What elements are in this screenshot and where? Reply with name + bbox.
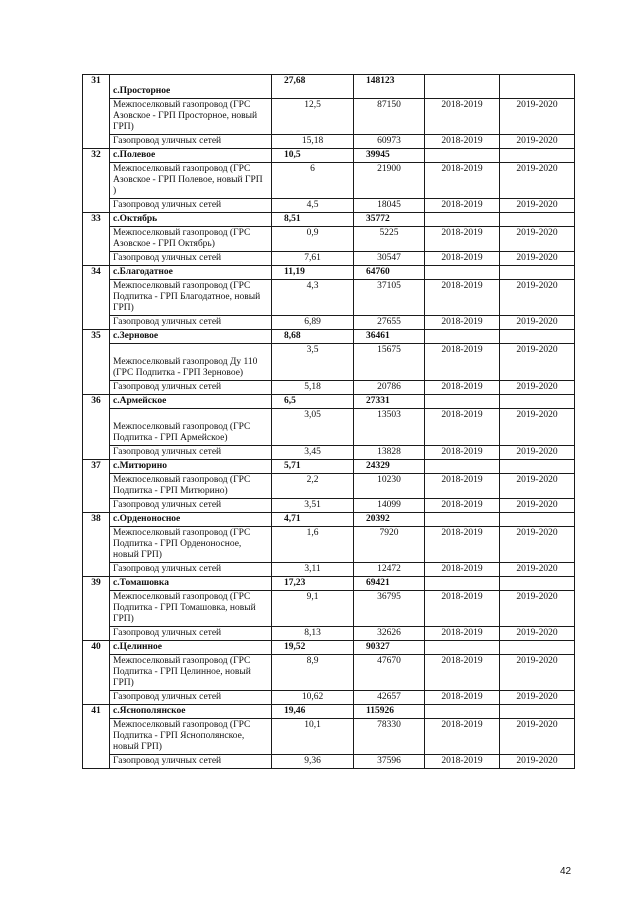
pipeline-name: Газопровод уличных сетей [110,446,272,460]
settlement-row [83,705,575,719]
pipeline-cost: 7920 [354,527,425,563]
pipeline-name: Межпоселковый газопровод (ГРС Подпитка - ГРП Яснополянское, новый ГРП) [110,719,272,755]
empty-cell [500,395,575,409]
empty-cell [500,460,575,474]
pipeline-name: Межпоселковый газопровод (ГРС Азовское - ГРП Просторное, новый ГРП) [110,99,272,135]
settlement-length: 27,68 [272,75,354,99]
pipeline-name: Газопровод уличных сетей [110,199,272,213]
pipeline-name: Газопровод уличных сетей [110,755,272,769]
pipeline-length: 3,51 [272,499,354,513]
settlement-cost: 115926 [354,705,425,719]
settlement-length: 19,52 [272,641,354,655]
page-number: 42 [560,866,572,877]
row-number: 34 [83,266,110,330]
pipeline-name: Газопровод уличных сетей [110,627,272,641]
pipeline-cost: 12472 [354,563,425,577]
period-design: 2018-2019 [425,280,500,316]
period-construction: 2019-2020 [500,316,575,330]
empty-cell [500,266,575,280]
settlement-row [83,395,575,409]
settlement-name: с.Томашовка [110,577,272,591]
period-design: 2018-2019 [425,227,500,252]
pipeline-cost: 30547 [354,252,425,266]
pipeline-cost: 18045 [354,199,425,213]
period-construction: 2019-2020 [500,252,575,266]
settlement-length: 11,19 [272,266,354,280]
settlement-length: 5,71 [272,460,354,474]
settlement-name: с.Полевое [110,149,272,163]
settlement-row [83,513,575,527]
settlement-cost: 90327 [354,641,425,655]
pipeline-length: 10,1 [272,719,354,755]
row-number: 37 [83,460,110,513]
period-design: 2018-2019 [425,99,500,135]
pipeline-length: 2,2 [272,474,354,499]
period-construction: 2019-2020 [500,627,575,641]
pipeline-cost: 37105 [354,280,425,316]
pipeline-row [83,691,575,705]
empty-cell [500,213,575,227]
empty-cell [425,705,500,719]
pipeline-row [83,409,575,446]
settlement-cost: 27331 [354,395,425,409]
period-construction: 2019-2020 [500,691,575,705]
pipeline-length: 8,9 [272,655,354,691]
period-design: 2018-2019 [425,691,500,705]
pipeline-row [83,719,575,755]
pipeline-length: 0,9 [272,227,354,252]
pipeline-cost: 20786 [354,381,425,395]
settlement-name: с.Целинное [110,641,272,655]
pipeline-row [83,316,575,330]
pipeline-name: Газопровод уличных сетей [110,381,272,395]
row-number: 31 [83,75,110,149]
pipeline-cost: 36795 [354,591,425,627]
settlement-name: с.Митюрино [110,460,272,474]
pipeline-length: 15,18 [272,135,354,149]
pipeline-row [83,381,575,395]
pipeline-length: 4,3 [272,280,354,316]
period-design: 2018-2019 [425,591,500,627]
settlement-row [83,641,575,655]
period-design: 2018-2019 [425,381,500,395]
pipeline-row [83,344,575,381]
settlement-length: 8,68 [272,330,354,344]
pipeline-cost: 47670 [354,655,425,691]
pipeline-row [83,627,575,641]
settlement-name: с.Благодатное [110,266,272,280]
pipeline-cost: 37596 [354,755,425,769]
row-number: 40 [83,641,110,705]
period-construction: 2019-2020 [500,563,575,577]
row-number: 39 [83,577,110,641]
settlement-row [83,149,575,163]
period-design: 2018-2019 [425,409,500,446]
settlement-name: с.Просторное [110,75,272,99]
settlement-length: 6,5 [272,395,354,409]
pipeline-cost: 14099 [354,499,425,513]
empty-cell [425,266,500,280]
pipeline-length: 3,11 [272,563,354,577]
pipeline-row [83,474,575,499]
empty-cell [425,513,500,527]
pipeline-row [83,99,575,135]
pipeline-cost: 21900 [354,163,425,199]
empty-cell [500,330,575,344]
empty-cell [500,75,575,99]
empty-cell [425,641,500,655]
pipeline-length: 6 [272,163,354,199]
pipeline-row [83,252,575,266]
pipeline-name: Межпоселковый газопровод Ду 110 (ГРС Подпитка - ГРП Зерновое) [110,344,272,381]
pipeline-row [83,755,575,769]
pipeline-length: 12,5 [272,99,354,135]
period-design: 2018-2019 [425,527,500,563]
period-construction: 2019-2020 [500,280,575,316]
pipeline-cost: 10230 [354,474,425,499]
pipeline-cost: 15675 [354,344,425,381]
empty-cell [425,213,500,227]
pipeline-row [83,135,575,149]
table-body [83,75,575,769]
pipeline-row [83,499,575,513]
empty-cell [425,330,500,344]
period-design: 2018-2019 [425,344,500,381]
pipeline-cost: 87150 [354,99,425,135]
empty-cell [425,395,500,409]
settlement-cost: 69421 [354,577,425,591]
empty-cell [500,149,575,163]
period-design: 2018-2019 [425,446,500,460]
row-number: 41 [83,705,110,769]
period-design: 2018-2019 [425,755,500,769]
pipeline-name: Межпоселковый газопровод (ГРС Подпитка - ГРП Митюрино) [110,474,272,499]
pipeline-name: Межпоселковый газопровод (ГРС Подпитка - ГРП Целинное, новый ГРП) [110,655,272,691]
period-design: 2018-2019 [425,474,500,499]
pipeline-cost: 60973 [354,135,425,149]
pipeline-name: Газопровод уличных сетей [110,252,272,266]
period-construction: 2019-2020 [500,381,575,395]
period-construction: 2019-2020 [500,227,575,252]
settlement-row [83,577,575,591]
pipeline-name: Межпоселковый газопровод (ГРС Подпитка - ГРП Армейское) [110,409,272,446]
empty-cell [425,75,500,99]
pipeline-cost: 42657 [354,691,425,705]
row-number: 32 [83,149,110,213]
empty-cell [500,641,575,655]
settlement-row [83,460,575,474]
period-design: 2018-2019 [425,655,500,691]
settlement-cost: 64760 [354,266,425,280]
settlement-cost: 148123 [354,75,425,99]
pipeline-name: Газопровод уличных сетей [110,563,272,577]
empty-cell [500,513,575,527]
settlement-length: 19,46 [272,705,354,719]
pipeline-name: Газопровод уличных сетей [110,316,272,330]
pipeline-row [83,199,575,213]
row-number: 38 [83,513,110,577]
pipeline-name: Газопровод уличных сетей [110,499,272,513]
empty-cell [425,149,500,163]
settlement-length: 10,5 [272,149,354,163]
period-design: 2018-2019 [425,499,500,513]
empty-cell [425,577,500,591]
pipeline-row [83,655,575,691]
settlement-row [83,213,575,227]
pipeline-row [83,163,575,199]
period-construction: 2019-2020 [500,591,575,627]
settlement-name: с.Яснополянское [110,705,272,719]
pipeline-length: 3,5 [272,344,354,381]
period-construction: 2019-2020 [500,527,575,563]
pipeline-name: Газопровод уличных сетей [110,135,272,149]
settlement-name: с.Октябрь [110,213,272,227]
period-design: 2018-2019 [425,135,500,149]
settlement-row [83,75,575,99]
settlement-cost: 35772 [354,213,425,227]
pipeline-name: Межпоселковый газопровод (ГРС Подпитка - ГРП Томашовка, новый ГРП) [110,591,272,627]
pipeline-length: 9,36 [272,755,354,769]
pipeline-name: Межпоселковый газопровод (ГРС Подпитка - ГРП Благодатное, новый ГРП) [110,280,272,316]
period-construction: 2019-2020 [500,409,575,446]
pipeline-cost: 13828 [354,446,425,460]
period-design: 2018-2019 [425,563,500,577]
gas-pipeline-table [82,74,575,769]
period-construction: 2019-2020 [500,755,575,769]
settlement-length: 4,71 [272,513,354,527]
period-construction: 2019-2020 [500,344,575,381]
period-construction: 2019-2020 [500,446,575,460]
pipeline-row [83,280,575,316]
pipeline-cost: 27655 [354,316,425,330]
settlement-row [83,330,575,344]
pipeline-row [83,446,575,460]
settlement-length: 8,51 [272,213,354,227]
pipeline-row [83,563,575,577]
pipeline-length: 7,61 [272,252,354,266]
period-design: 2018-2019 [425,719,500,755]
period-construction: 2019-2020 [500,719,575,755]
period-construction: 2019-2020 [500,135,575,149]
period-design: 2018-2019 [425,163,500,199]
pipeline-name: Межпоселковый газопровод (ГРС Азовское - ГРП Полевое, новый ГРП ) [110,163,272,199]
pipeline-length: 4,5 [272,199,354,213]
period-design: 2018-2019 [425,199,500,213]
period-design: 2018-2019 [425,627,500,641]
empty-cell [500,705,575,719]
empty-cell [425,460,500,474]
pipeline-length: 6,89 [272,316,354,330]
settlement-length: 17,23 [272,577,354,591]
pipeline-name: Межпоселковый газопровод (ГРС Азовское - ГРП Октябрь) [110,227,272,252]
pipeline-length: 9,1 [272,591,354,627]
settlement-cost: 36461 [354,330,425,344]
period-construction: 2019-2020 [500,474,575,499]
pipeline-length: 5,18 [272,381,354,395]
settlement-name: с.Орденоносное [110,513,272,527]
pipeline-row [83,227,575,252]
pipeline-cost: 32626 [354,627,425,641]
pipeline-length: 1,6 [272,527,354,563]
period-design: 2018-2019 [425,252,500,266]
pipeline-row [83,591,575,627]
pipeline-cost: 5225 [354,227,425,252]
period-construction: 2019-2020 [500,655,575,691]
row-number: 33 [83,213,110,266]
row-number: 36 [83,395,110,460]
settlement-cost: 20392 [354,513,425,527]
period-construction: 2019-2020 [500,199,575,213]
pipeline-cost: 13503 [354,409,425,446]
settlement-name: с.Зерновое [110,330,272,344]
settlement-cost: 39945 [354,149,425,163]
period-construction: 2019-2020 [500,499,575,513]
pipeline-length: 10,62 [272,691,354,705]
row-number: 35 [83,330,110,395]
pipeline-length: 3,05 [272,409,354,446]
period-construction: 2019-2020 [500,163,575,199]
settlement-cost: 24329 [354,460,425,474]
period-construction: 2019-2020 [500,99,575,135]
pipeline-cost: 78330 [354,719,425,755]
pipeline-length: 8,13 [272,627,354,641]
pipeline-row [83,527,575,563]
pipeline-name: Межпоселковый газопровод (ГРС Подпитка - ГРП Орденоносное, новый ГРП) [110,527,272,563]
pipeline-name: Газопровод уличных сетей [110,691,272,705]
empty-cell [500,577,575,591]
settlement-row [83,266,575,280]
settlement-name: с.Армейское [110,395,272,409]
period-design: 2018-2019 [425,316,500,330]
pipeline-length: 3,45 [272,446,354,460]
